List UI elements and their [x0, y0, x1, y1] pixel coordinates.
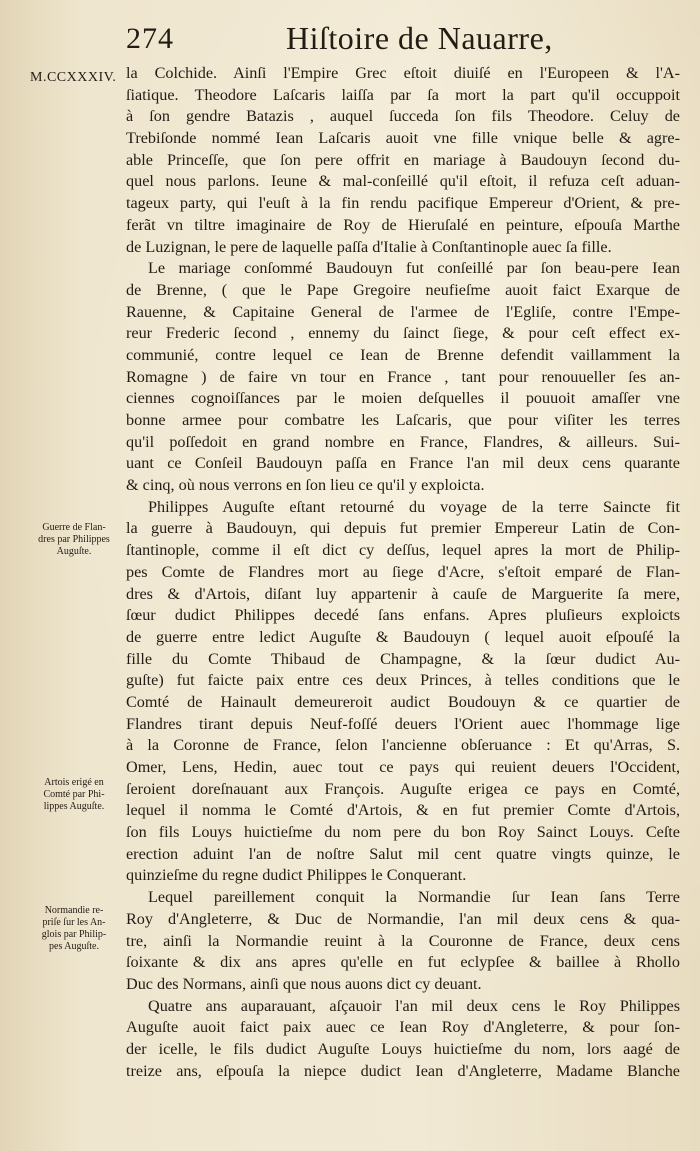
text-line: à ſon gendre Batazis , auquel ſucceda ſon fils Theodore. Celuy de — [126, 107, 680, 126]
text-line: Flandres tirant depuis Neuf-foſſé deuers l'Orient auec l'hommage lige — [126, 714, 680, 733]
text-line: de guerre entre ledict Auguſte & Baudouyn ( lequel auoit eſpouſé la — [126, 627, 680, 646]
margin-note-line: glois par Philip- — [41, 929, 107, 940]
margin-note-line: Guerre de Flan- — [42, 522, 106, 533]
text-line: Duc des Normans, ainſi que nous auons dict cy deuant. — [126, 974, 482, 993]
text-line: la guerre à Baudouyn, qui depuis fut premier Empereur Latin de Con- — [126, 519, 680, 538]
text-line: Romagne ) de faire vn tour en France , tant pour renouueller ſes an- — [126, 367, 680, 386]
margin-note-normandy-retaken — [28, 905, 120, 953]
text-line: la Colchide. Ainſi l'Empire Grec eſtoit diuiſé en l'Europeen & l'A- — [126, 64, 680, 82]
text-line: & cinq, où nous verrons en ſon lieu ce qu'il y exploicta. — [126, 476, 485, 495]
text-line: lequel il nomma le Comté d'Artois, & en fut premier Comte d'Artois, — [126, 801, 680, 820]
text-line: Omer, Lens, Hedin, auec tout ce pays qui reuient deuers l'Occident, — [126, 758, 680, 776]
text-line: ciennes cognoiſſances par le moien deſquelles il pouuoit amaſſer vne — [126, 389, 680, 408]
text-line: Trebiſonde nommé Iean Laſcaris auoit vne fille vnique belle & agre- — [126, 129, 680, 148]
margin-note-flanders-war — [28, 522, 120, 558]
text-line: dres & d'Artois, diſant luy appartenir à cauſe de Marguerite ſa mere, — [126, 584, 680, 603]
text-line: guſte) fut faicte paix entre ces deux Princes, à telles conditions que le — [126, 671, 680, 690]
body-text — [126, 63, 680, 1082]
text-line: fille du Comte Thibaud de Champagne, & la ſœur dudict Au- — [126, 649, 680, 668]
text-line: Roy d'Angleterre, & Duc de Normandie, l'an mil deux cens & qua- — [126, 909, 680, 928]
text-line: treize ans, eſpouſa la niepce dudict Iean d'Angleterre, Madame Blanche — [126, 1061, 680, 1080]
margin-note-line: Normandie re- — [44, 905, 104, 916]
text-line: Comté de Hainault demeureroit audict Boudouyn & ce quartier de — [126, 692, 680, 711]
margin-note-line: dres par Philippes — [38, 534, 110, 545]
text-line: Philippes Auguſte eſtant retourné du voyage de la terre Saincte fit — [148, 497, 680, 516]
margin-note-line: lippes Auguſte. — [43, 801, 105, 812]
margin-note-line: pes Auguſte. — [49, 941, 99, 952]
text-line: uant ce Conſeil Baudouyn paſſa en France l'an mil deux cens quarante — [126, 454, 680, 473]
page-number: 274 — [126, 22, 174, 55]
margin-note-line: Artois erigé en — [44, 777, 104, 788]
margin-note-line: Auguſte. — [56, 546, 92, 557]
text-line: quel nous parlons. Ieune & mal-conſeillé qu'il eſtoit, il refuza ceſt aduan- — [126, 172, 680, 191]
text-line: ſeroient doreſnauant aux François. Auguſte erigea ce pays en Comté, — [126, 779, 680, 798]
text-line: ſiatique. Theodore Laſcaris laiſſa par ſa mort la part qu'il occuppoit — [126, 85, 680, 104]
margin-note-line: Comté par Phi- — [43, 789, 105, 800]
text-line: able Princeſſe, que ſon pere offrit en mariage à Baudouyn ſecond du- — [126, 150, 680, 169]
text-line: erection aduint l'an de noſtre Salut mil cent quatre vingts quinze, le — [126, 844, 680, 863]
text-line: ſon fils Louys huictieſme du nom pere du bon Roy Sainct Louys. Ceſte — [126, 823, 680, 842]
text-line: quinzieſme du regne dudict Philippes le Conquerant. — [126, 866, 467, 885]
text-line: Auguſte auoit faict paix auec ce Iean Roy d'Angleterre, & pour ſon- — [126, 1018, 680, 1037]
year-marker: M.CCXXXIV. — [30, 70, 117, 85]
text-line: à la Coronne de France, ſelon l'ancienne obſeruance : Et qu'Arras, S. — [126, 736, 680, 755]
margin-note-line: priſe ſur les An- — [42, 917, 106, 928]
text-line: Lequel pareillement conquit la Normandie ſur Iean ſans Terre — [148, 888, 680, 907]
text-line: ſœur dudict Philippes decedé ſans enfans. Apres pluſieurs exploicts — [126, 606, 680, 625]
text-line: ferãt vn tiltre imaginaire de Roy de Hieruſalé en peinture, eſpouſa Marthe — [126, 215, 680, 234]
text-line: tre, ainſi la Normandie reuint à la Couronne de France, deux cens — [126, 931, 680, 950]
running-title: Hiſtoire de Nauarre, — [286, 20, 553, 56]
text-line: tageux party, qui l'euſt à la fin rendu pacifique Empereur d'Orient, & pre- — [126, 194, 680, 213]
text-line: Quatre ans auparauant, aſçauoir l'an mil deux cens le Roy Philippes — [148, 996, 680, 1015]
text-line: ſtantinople, comme il eſt dict cy deſſus, lequel apres la mort de Philip- — [126, 541, 680, 560]
margin-note-artois-county — [28, 777, 120, 813]
text-line: der icelle, le fils dudict Auguſte Louys huictieſme du nom, lors aagé de — [126, 1039, 680, 1058]
text-line: bonne armee pour combatre les Laſcaris, que pour viſiter les terres — [126, 411, 680, 429]
text-line: qu'il poſſedoit en grand nombre en France, Flandres, & ailleurs. Sui- — [126, 432, 680, 451]
text-line: reur Frederic ſecond , ennemy du ſainct ſiege, & pour ceſt effect ex- — [126, 324, 680, 343]
text-line: de Brenne, ( que le Pape Gregoire neufieſme auoit faict Exarque de — [126, 280, 680, 299]
text-line: de Luzignan, le pere de laquelle paſſa d'Italie à Conſtantinople auec ſa fille. — [126, 237, 612, 256]
text-line: communié, contre lequel ce Iean de Brenne defendit vaillamment la — [126, 345, 680, 364]
text-line: Rauenne, & Capitaine General de l'armee de l'Egliſe, contre l'Empe- — [126, 302, 680, 321]
text-line: Le mariage conſommé Baudouyn fut conſeillé par ſon beau-pere Iean — [148, 259, 680, 278]
text-line: pes Comte de Flandres mort au ſiege d'Acre, s'eſtoit emparé de Flan- — [126, 562, 680, 581]
text-line: ſoixante & dix ans apres qu'elle en fut eclypſee & baillee à Rhollo — [126, 953, 680, 972]
